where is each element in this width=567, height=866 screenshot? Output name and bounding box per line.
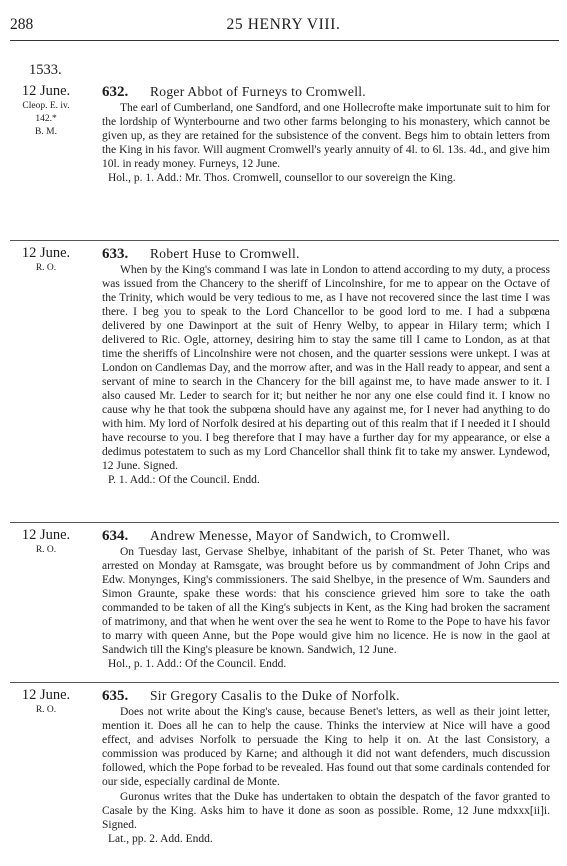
year-label: 1533. (29, 62, 62, 78)
entry-footnote: P. 1. Add.: Of the Council. Endd. (108, 474, 260, 486)
entry-paragraph: Does not write about the King's cause, because Benet's letters, as well as their joint letter, mention it. Does all he can to help the cause. Thinks the interview at Nice will have a good effect, and advises Norfolk to persuade the King to help it on. At the last Consistory, a commission was produced by Karne; and although it did not want defenders, much discussion followed, which the Pope forbad to be revealed. Has found out that some cardinals contended for our side, especially cardinal de Monte. (102, 706, 550, 788)
entry-heading (102, 246, 550, 262)
entry-divider (10, 522, 559, 523)
entry-divider (10, 682, 559, 683)
source-reference: R. O. (35, 263, 57, 273)
source-reference: 142.* (35, 114, 57, 124)
entry-content (102, 688, 550, 846)
running-title: 25 HENRY VIII. (226, 16, 341, 33)
entry-paragraph: Guronus writes that the Duke has undertaken to obtain the despatch of the favor granted to Casale by the King. Asks him to have it done as soon as possible. Rome, 12 June mdxxx[ii]i. Signed. (102, 791, 550, 831)
entry-heading (102, 84, 550, 100)
page-header (0, 0, 567, 40)
entry-number: 635. (102, 688, 129, 704)
entry-number: 633. (102, 246, 129, 262)
entry-heading (102, 528, 550, 544)
entry-margin (0, 84, 92, 138)
entry-footnote: Hol., p. 1. Add.: Of the Council. Endd. (108, 658, 287, 670)
entry-title: Sir Gregory Casalis to the Duke of Norfolk. (150, 688, 400, 703)
entry-margin (0, 246, 92, 274)
entry-content (102, 84, 550, 185)
entry-content (102, 528, 550, 671)
entry-number: 634. (102, 528, 129, 544)
source-reference: B. M. (35, 127, 57, 137)
entry-divider (10, 240, 559, 241)
entry-paragraph: On Tuesday last, Gervase Shelbye, inhabitant of the parish of St. Peter Thanet, who was arrested on Monday at Ramsgate, was brought before us by commandment of John Crips and Edw. Monynges, King's commissioners. The said Shelbye, in the presence of Wm. Saunders and Simon Graunte, spake these words: that his conscience grieved him sore to take the oath commanded to be taken of all the King's subjects in Kent, as the King had broken the sacrament of matrimony, and that when he went over the sea he went to Rome to the Pope to have his favor to marry with queen Anne, but the Pope would give him no licence. He is now in the gaol at Sandwich till the King's pleasure be known. Sandwich, 12 June. (102, 546, 550, 656)
entry-paragraph: When by the King's command I was late in London to attend according to my duty, a process was issued from the Chancery to the sheriff of Lincolnshire, for me to appear on the Octave of the Trinity, which would be very tedious to me, as I have not recovered since the last time I was there. I beg you to speak to the Lord Chancellor to be good lord to me. I had a subpœna delivered by one Dawinport at the suit of Henry Welby, to appear in Hilary term; which I delivered to Ric. Ogle, attorney, desiring him to stay the same till I came to London, as at that time the sheriffs of Lincolnshire were not chosen, and the quarter sessions were unkept. I was at London on Candlemas Day, and the morrow after, and was in the Hall ready to appear, and sent a servant of mine to search in the Chancery for the bill against me, to have made answer to it. I also caused Mr. Leder to search for it; but neither he nor any one else could find it. I know no cause why he that took the subpœna should have any against me, for I never had anything to do with him. My lord of Norfolk desired at his departing out of this realm that if I needed it I should have recourse to you. I beg therefore that I may have a further day for my appearance, or else a dedimus potestatem to such as my Lord Chancellor shall think fit to take my answer. Lyndewod, 12 June. Signed. (102, 264, 550, 472)
source-reference: R. O. (35, 545, 57, 555)
entry-paragraph: The earl of Cumberland, one Sandford, and one Hollecrofte make importunate suit to him for the lordship of Wynterbourne and two other farms belonging to his monastery, which cannot be given up, as they are retained for the subsistence of the convent. Begs him to obtain letters from the King in his favor. Will augment Cromwell's yearly annuity of 4l. to 6l. 13s. 4d., and give him 10l. in ready money. Furneys, 12 June. (102, 102, 550, 170)
source-reference: Cleop. E. iv. (22, 101, 70, 111)
entry-date: 12 June. (21, 687, 71, 703)
source-reference: R. O. (35, 705, 57, 715)
page-number: 288 (10, 16, 34, 33)
entry-heading (102, 688, 550, 704)
entry-date: 12 June. (21, 527, 71, 543)
header-rule (10, 40, 559, 41)
entry-title: Roger Abbot of Furneys to Cromwell. (150, 84, 366, 99)
entry-margin (0, 528, 92, 556)
entry-margin (0, 688, 92, 716)
entry-footnote: Lat., pp. 2. Add. Endd. (108, 833, 213, 845)
entry-title: Andrew Menesse, Mayor of Sandwich, to Cromwell. (150, 528, 451, 543)
entry-title: Robert Huse to Cromwell. (150, 246, 300, 261)
entry-date: 12 June. (21, 245, 71, 261)
entry-date: 12 June. (21, 83, 71, 99)
entry-content (102, 246, 550, 487)
entry-footnote: Hol., p. 1. Add.: Mr. Thos. Cromwell, counsellor to our sovereign the King. (108, 172, 456, 184)
entry-number: 632. (102, 84, 129, 100)
